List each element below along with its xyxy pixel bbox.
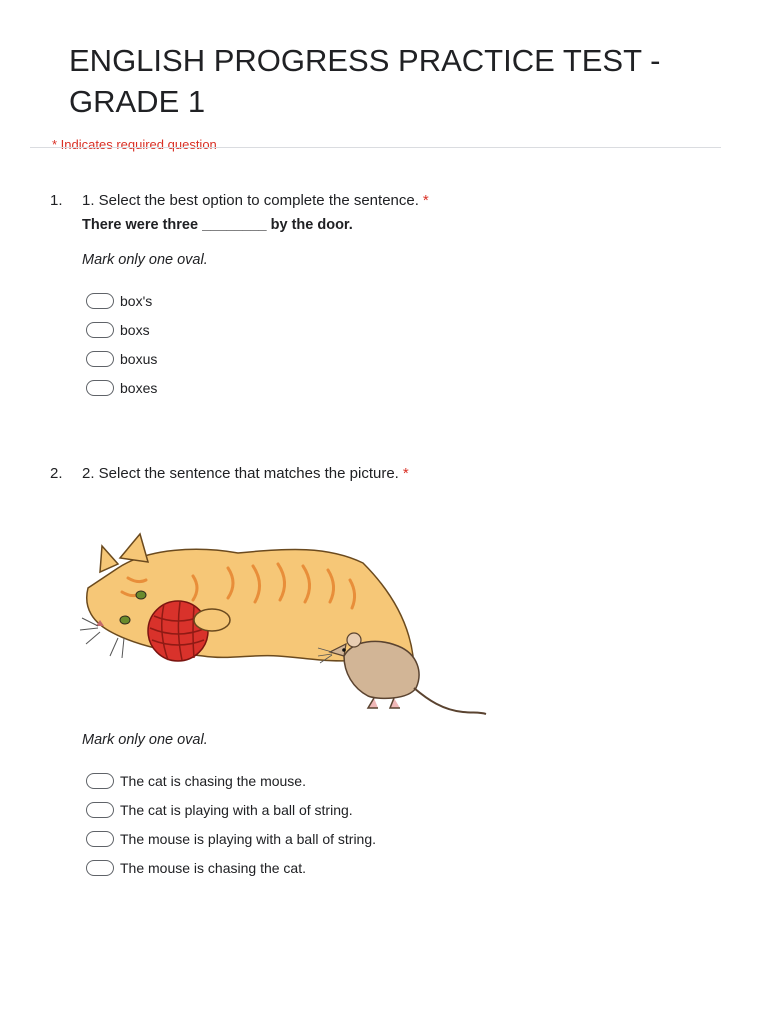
option-label: The cat is chasing the mouse. — [120, 772, 306, 789]
option-boxes[interactable] — [86, 373, 157, 402]
question-title — [82, 191, 702, 211]
form-title: ENGLISH PROGRESS PRACTICE TEST - GRADE 1 — [69, 43, 661, 119]
option-cat-chasing-mouse[interactable] — [86, 766, 376, 795]
oval-radio-icon[interactable] — [86, 773, 114, 789]
option-mouse-chasing-cat[interactable] — [86, 853, 376, 882]
option-label: boxus — [120, 350, 158, 367]
cat-eye — [120, 616, 130, 624]
cat-ear — [100, 546, 118, 572]
option-boxs[interactable] — [86, 315, 157, 344]
oval-radio-icon[interactable] — [86, 293, 114, 309]
oval-radio-icon[interactable] — [86, 802, 114, 818]
mouse-eye — [342, 648, 346, 652]
required-asterisk: * — [402, 465, 409, 482]
question-title — [82, 464, 702, 484]
options-list — [86, 766, 376, 882]
cat-ear — [120, 534, 148, 562]
mouse-foot — [368, 698, 378, 708]
required-note: * Indicates required question — [52, 137, 217, 152]
cat-paw — [194, 609, 230, 631]
instruction-text: Mark only one oval. — [82, 252, 208, 268]
option-label: boxs — [120, 321, 150, 338]
required-asterisk: * — [422, 192, 429, 209]
oval-radio-icon[interactable] — [86, 860, 114, 876]
option-boxus[interactable] — [86, 344, 157, 373]
question-sentence: There were three ________ by the door. — [82, 217, 353, 233]
question-title-text: 1. Select the best option to complete the sentence. — [82, 192, 419, 209]
cat-eye — [136, 591, 146, 599]
mouse-foot — [390, 698, 400, 708]
question-title-text: 2. Select the sentence that matches the picture. — [82, 465, 399, 482]
option-label: box's — [120, 292, 153, 309]
mouse-tail — [414, 688, 486, 714]
mouse-ear — [347, 633, 361, 647]
option-label: boxes — [120, 379, 158, 396]
question-number: 2. — [50, 465, 63, 482]
option-label: The cat is playing with a ball of string. — [120, 801, 353, 818]
oval-radio-icon[interactable] — [86, 831, 114, 847]
cat-yarn-mouse-illustration — [78, 528, 490, 720]
oval-radio-icon[interactable] — [86, 380, 114, 396]
oval-radio-icon[interactable] — [86, 351, 114, 367]
header-divider — [30, 147, 721, 148]
option-label: The mouse is chasing the cat. — [120, 859, 306, 876]
option-cat-playing-string[interactable] — [86, 795, 376, 824]
options-list — [86, 286, 157, 402]
option-mouse-playing-string[interactable] — [86, 824, 376, 853]
question-number: 1. — [50, 192, 63, 209]
oval-radio-icon[interactable] — [86, 322, 114, 338]
option-label: The mouse is playing with a ball of string. — [120, 830, 377, 847]
instruction-text: Mark only one oval. — [82, 732, 208, 748]
option-box-apostrophe-s[interactable] — [86, 286, 157, 315]
